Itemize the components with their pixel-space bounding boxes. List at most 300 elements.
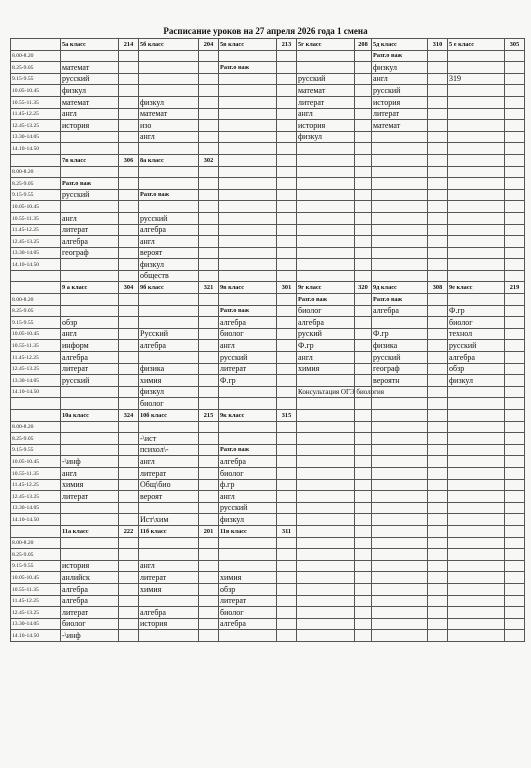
room-cell xyxy=(277,549,297,561)
room-cell xyxy=(505,456,525,468)
lesson-cell xyxy=(297,630,355,642)
room-cell xyxy=(505,363,525,375)
lesson-cell: физкул xyxy=(372,62,428,74)
lesson-cell: Русский xyxy=(139,328,199,340)
lesson-cell: литерат xyxy=(139,467,199,479)
lesson-cell: физкул xyxy=(219,514,277,526)
lesson-cell xyxy=(372,537,428,549)
room-cell xyxy=(199,236,219,248)
room-cell xyxy=(505,514,525,526)
lesson-cell xyxy=(297,143,355,155)
lesson-cell xyxy=(297,607,355,619)
lesson-row xyxy=(11,166,525,178)
room-cell xyxy=(355,328,372,340)
lesson-cell xyxy=(219,178,277,190)
lesson-cell: математ xyxy=(61,96,119,108)
lesson-row xyxy=(11,502,525,514)
room-cell xyxy=(277,618,297,630)
room-cell xyxy=(119,618,139,630)
room-cell xyxy=(505,479,525,491)
room-cell xyxy=(119,166,139,178)
class-name: 9к класс xyxy=(219,410,277,422)
room-cell xyxy=(355,630,372,642)
lesson-cell xyxy=(297,50,355,62)
room-cell xyxy=(277,433,297,445)
room-cell xyxy=(428,50,448,62)
room-cell xyxy=(505,270,525,282)
class-name: 9г класс xyxy=(297,282,355,294)
room-cell xyxy=(199,421,219,433)
lesson-cell xyxy=(448,270,505,282)
room-cell xyxy=(199,50,219,62)
room-cell xyxy=(355,375,372,387)
room-cell xyxy=(277,108,297,120)
lesson-row xyxy=(11,201,525,213)
class-name: 5 е класс xyxy=(448,39,505,51)
room-cell xyxy=(505,421,525,433)
lesson-cell xyxy=(372,224,428,236)
lesson-cell xyxy=(448,386,505,398)
lesson-cell xyxy=(219,73,277,85)
lesson-cell xyxy=(372,166,428,178)
class-name: 5д класс xyxy=(372,39,428,51)
lesson-time: 8.00-8.20 xyxy=(11,537,61,549)
lesson-cell xyxy=(448,607,505,619)
lesson-cell: алгебра xyxy=(219,456,277,468)
room-number: 306 xyxy=(119,154,139,166)
room-cell xyxy=(277,259,297,271)
lesson-time: 14.10-14.50 xyxy=(11,386,61,398)
lesson-cell xyxy=(372,270,428,282)
lesson-time: 8.00-8.20 xyxy=(11,50,61,62)
room-cell xyxy=(277,479,297,491)
room-cell xyxy=(505,398,525,410)
lesson-row xyxy=(11,247,525,259)
room-cell xyxy=(505,583,525,595)
room-cell xyxy=(119,537,139,549)
lesson-cell xyxy=(139,85,199,97)
room-number: 215 xyxy=(199,410,219,422)
room-cell xyxy=(355,73,372,85)
class-name: 10а класс xyxy=(61,410,119,422)
room-cell xyxy=(119,85,139,97)
lesson-cell xyxy=(372,236,428,248)
room-cell xyxy=(199,386,219,398)
class-name: 9е класс xyxy=(448,282,505,294)
room-cell xyxy=(355,595,372,607)
lesson-cell xyxy=(61,549,119,561)
lesson-cell: история xyxy=(297,120,355,132)
room-cell xyxy=(199,108,219,120)
room-cell xyxy=(277,572,297,584)
lesson-cell xyxy=(372,607,428,619)
room-cell xyxy=(277,62,297,74)
lesson-cell xyxy=(297,201,355,213)
lesson-cell: биолог xyxy=(297,305,355,317)
lesson-cell xyxy=(219,398,277,410)
lesson-time: 9.15-9.55 xyxy=(11,189,61,201)
lesson-cell: литерат xyxy=(297,96,355,108)
room-cell xyxy=(355,340,372,352)
lesson-cell: Разг.о важ xyxy=(219,62,277,74)
room-cell xyxy=(119,178,139,190)
lesson-cell xyxy=(219,212,277,224)
room-cell xyxy=(355,467,372,479)
lesson-cell xyxy=(372,143,428,155)
lesson-time: 10.05-10.45 xyxy=(11,201,61,213)
lesson-cell xyxy=(139,502,199,514)
lesson-cell xyxy=(372,456,428,468)
lesson-cell: алгебра xyxy=(139,607,199,619)
room-number: 310 xyxy=(428,39,448,51)
room-cell xyxy=(119,212,139,224)
room-cell xyxy=(277,375,297,387)
lesson-row xyxy=(11,212,525,224)
lesson-cell: -\инф xyxy=(61,456,119,468)
lesson-cell: Разг.о важ xyxy=(219,444,277,456)
room-number: 321 xyxy=(199,282,219,294)
lesson-cell xyxy=(297,444,355,456)
room-cell xyxy=(355,212,372,224)
lesson-cell xyxy=(219,201,277,213)
lesson-cell xyxy=(219,166,277,178)
lesson-row xyxy=(11,294,525,306)
room-cell xyxy=(428,444,448,456)
lesson-cell: -\ист xyxy=(139,433,199,445)
room-cell xyxy=(505,50,525,62)
room-cell xyxy=(199,375,219,387)
room-cell xyxy=(505,62,525,74)
lesson-cell xyxy=(448,572,505,584)
room-cell xyxy=(277,514,297,526)
room-cell xyxy=(119,467,139,479)
lesson-cell xyxy=(61,305,119,317)
room-cell xyxy=(428,375,448,387)
class-name: 11б класс xyxy=(139,525,199,537)
room-cell xyxy=(277,363,297,375)
lesson-cell xyxy=(61,421,119,433)
room-cell xyxy=(277,317,297,329)
lesson-cell xyxy=(297,572,355,584)
lesson-cell xyxy=(297,583,355,595)
lesson-cell: англ xyxy=(61,467,119,479)
room-cell xyxy=(277,352,297,364)
lesson-cell: русский xyxy=(372,352,428,364)
room-cell xyxy=(199,491,219,503)
lesson-cell xyxy=(448,131,505,143)
schedule-table xyxy=(10,38,525,642)
room-cell xyxy=(428,131,448,143)
lesson-cell xyxy=(448,236,505,248)
lesson-cell xyxy=(297,491,355,503)
room-cell xyxy=(119,595,139,607)
lesson-cell: англ xyxy=(61,108,119,120)
lesson-cell xyxy=(139,62,199,74)
room-cell xyxy=(199,560,219,572)
lesson-cell: Ф.гр xyxy=(372,328,428,340)
lesson-cell xyxy=(372,444,428,456)
room-cell xyxy=(428,479,448,491)
lesson-cell: алгебра xyxy=(372,305,428,317)
lesson-cell: Ист\хим xyxy=(139,514,199,526)
lesson-cell xyxy=(448,143,505,155)
lesson-cell xyxy=(297,479,355,491)
room-cell xyxy=(505,328,525,340)
lesson-cell xyxy=(372,467,428,479)
lesson-row xyxy=(11,131,525,143)
room-cell xyxy=(505,131,525,143)
lesson-cell xyxy=(372,317,428,329)
lesson-cell: биолог xyxy=(219,328,277,340)
lesson-cell: история xyxy=(372,96,428,108)
lesson-cell: русский xyxy=(61,189,119,201)
room-cell xyxy=(505,537,525,549)
room-cell xyxy=(119,108,139,120)
class-name: 8а класс xyxy=(139,154,199,166)
lesson-cell xyxy=(219,433,277,445)
lesson-cell xyxy=(219,131,277,143)
lesson-cell xyxy=(139,166,199,178)
room-cell xyxy=(428,96,448,108)
lesson-row xyxy=(11,96,525,108)
lesson-cell xyxy=(448,50,505,62)
room-cell xyxy=(277,560,297,572)
schedule-sheet xyxy=(10,38,524,642)
lesson-cell: история xyxy=(139,618,199,630)
room-cell xyxy=(119,363,139,375)
lesson-cell: физкул xyxy=(139,259,199,271)
lesson-cell xyxy=(219,270,277,282)
room-cell xyxy=(355,247,372,259)
lesson-cell xyxy=(448,502,505,514)
lesson-row xyxy=(11,421,525,433)
lesson-row xyxy=(11,73,525,85)
lesson-cell: алгебра xyxy=(61,352,119,364)
lesson-cell: географ xyxy=(61,247,119,259)
lesson-row xyxy=(11,607,525,619)
lesson-cell: обзр xyxy=(219,583,277,595)
class-name xyxy=(448,525,505,537)
lesson-cell xyxy=(297,618,355,630)
room-cell xyxy=(277,491,297,503)
lesson-cell: химия xyxy=(219,572,277,584)
room-number: 304 xyxy=(119,282,139,294)
room-cell xyxy=(277,444,297,456)
lesson-cell: изо xyxy=(139,120,199,132)
lesson-cell xyxy=(61,50,119,62)
lesson-cell xyxy=(448,583,505,595)
lesson-cell xyxy=(219,85,277,97)
room-cell xyxy=(355,317,372,329)
room-number: 219 xyxy=(505,282,525,294)
lesson-time: 8.00-8.20 xyxy=(11,294,61,306)
lesson-cell: анлийск xyxy=(61,572,119,584)
lesson-time: 12.45-13.25 xyxy=(11,607,61,619)
lesson-cell: биолог xyxy=(448,317,505,329)
room-cell xyxy=(428,421,448,433)
lesson-cell: физкул xyxy=(139,386,199,398)
class-name: 9 а класс xyxy=(61,282,119,294)
room-cell xyxy=(199,363,219,375)
room-cell xyxy=(505,236,525,248)
lesson-cell: алгебра xyxy=(219,618,277,630)
room-cell xyxy=(199,583,219,595)
lesson-time: 10.05-10.45 xyxy=(11,456,61,468)
lesson-cell xyxy=(372,583,428,595)
lesson-cell xyxy=(219,549,277,561)
lesson-cell xyxy=(61,294,119,306)
room-cell xyxy=(428,386,448,398)
lesson-cell: химия xyxy=(139,375,199,387)
lesson-cell xyxy=(372,189,428,201)
room-cell xyxy=(199,352,219,364)
lesson-cell xyxy=(61,502,119,514)
room-cell xyxy=(277,96,297,108)
room-cell xyxy=(277,73,297,85)
room-cell xyxy=(505,502,525,514)
room-cell xyxy=(428,120,448,132)
lesson-cell: физика xyxy=(372,340,428,352)
lesson-cell: ф.гр xyxy=(219,479,277,491)
room-cell xyxy=(428,549,448,561)
lesson-cell: литерат xyxy=(372,108,428,120)
room-cell xyxy=(355,96,372,108)
lesson-cell xyxy=(61,433,119,445)
lesson-row xyxy=(11,62,525,74)
room-number xyxy=(428,525,448,537)
lesson-time: 11.45-12.25 xyxy=(11,224,61,236)
lesson-cell xyxy=(448,294,505,306)
lesson-cell xyxy=(372,560,428,572)
room-cell xyxy=(199,537,219,549)
room-cell xyxy=(505,317,525,329)
lesson-cell xyxy=(219,560,277,572)
room-cell xyxy=(199,166,219,178)
room-cell xyxy=(428,259,448,271)
class-name xyxy=(372,410,428,422)
room-cell xyxy=(505,340,525,352)
lesson-cell xyxy=(448,85,505,97)
room-cell xyxy=(428,491,448,503)
lesson-cell: алгебра xyxy=(139,340,199,352)
lesson-cell: литерат xyxy=(219,363,277,375)
room-cell xyxy=(355,560,372,572)
class-header-row xyxy=(11,39,525,51)
room-number: 320 xyxy=(355,282,372,294)
lesson-cell xyxy=(448,201,505,213)
lesson-cell: математ xyxy=(297,85,355,97)
lesson-cell xyxy=(219,421,277,433)
room-cell xyxy=(119,514,139,526)
room-cell xyxy=(428,270,448,282)
time-header-cell xyxy=(11,410,61,422)
class-name: 5г класс xyxy=(297,39,355,51)
lesson-cell xyxy=(139,549,199,561)
room-cell xyxy=(277,340,297,352)
room-cell xyxy=(277,595,297,607)
room-cell xyxy=(355,166,372,178)
lesson-cell xyxy=(219,537,277,549)
room-cell xyxy=(119,502,139,514)
lesson-cell xyxy=(448,224,505,236)
room-cell xyxy=(505,189,525,201)
lesson-cell: алгебра xyxy=(297,317,355,329)
lesson-row xyxy=(11,317,525,329)
lesson-row xyxy=(11,224,525,236)
lesson-cell xyxy=(61,131,119,143)
room-cell xyxy=(505,212,525,224)
room-cell xyxy=(199,549,219,561)
lesson-row xyxy=(11,352,525,364)
room-cell xyxy=(277,537,297,549)
lesson-cell xyxy=(372,131,428,143)
lesson-cell xyxy=(219,189,277,201)
lesson-row xyxy=(11,305,525,317)
room-cell xyxy=(505,143,525,155)
lesson-cell: физкул xyxy=(297,131,355,143)
lesson-cell: русский xyxy=(219,352,277,364)
lesson-row xyxy=(11,444,525,456)
room-cell xyxy=(355,514,372,526)
room-cell xyxy=(277,247,297,259)
lesson-cell xyxy=(61,398,119,410)
room-number: 201 xyxy=(199,525,219,537)
room-cell xyxy=(277,85,297,97)
lesson-time: 8.25-9.05 xyxy=(11,549,61,561)
lesson-cell xyxy=(61,537,119,549)
lesson-cell: алгебра xyxy=(139,224,199,236)
lesson-cell xyxy=(448,537,505,549)
lesson-row xyxy=(11,491,525,503)
lesson-cell: Разг.о важ xyxy=(61,178,119,190)
lesson-cell: русский xyxy=(372,85,428,97)
room-cell xyxy=(505,375,525,387)
class-name xyxy=(372,154,428,166)
room-cell xyxy=(199,340,219,352)
class-name: 10б класс xyxy=(139,410,199,422)
room-cell xyxy=(119,131,139,143)
room-cell xyxy=(428,363,448,375)
lesson-cell xyxy=(448,618,505,630)
lesson-cell: вероят xyxy=(139,491,199,503)
room-cell xyxy=(505,444,525,456)
lesson-row xyxy=(11,270,525,282)
room-cell xyxy=(277,607,297,619)
room-cell xyxy=(119,259,139,271)
lesson-time: 14.10-14.50 xyxy=(11,259,61,271)
lesson-cell xyxy=(448,178,505,190)
lesson-cell: англ xyxy=(139,236,199,248)
room-cell xyxy=(428,166,448,178)
room-cell xyxy=(428,305,448,317)
room-cell xyxy=(355,421,372,433)
room-cell xyxy=(277,120,297,132)
lesson-cell: русский xyxy=(139,212,199,224)
room-cell xyxy=(199,62,219,74)
room-cell xyxy=(355,572,372,584)
lesson-cell xyxy=(372,398,428,410)
room-cell xyxy=(199,433,219,445)
lesson-cell: обществ xyxy=(139,270,199,282)
room-cell xyxy=(119,305,139,317)
lesson-cell xyxy=(61,259,119,271)
lesson-cell: географ xyxy=(372,363,428,375)
lesson-cell xyxy=(297,247,355,259)
room-cell xyxy=(505,630,525,642)
room-number xyxy=(428,154,448,166)
lesson-cell xyxy=(297,270,355,282)
room-number xyxy=(277,154,297,166)
